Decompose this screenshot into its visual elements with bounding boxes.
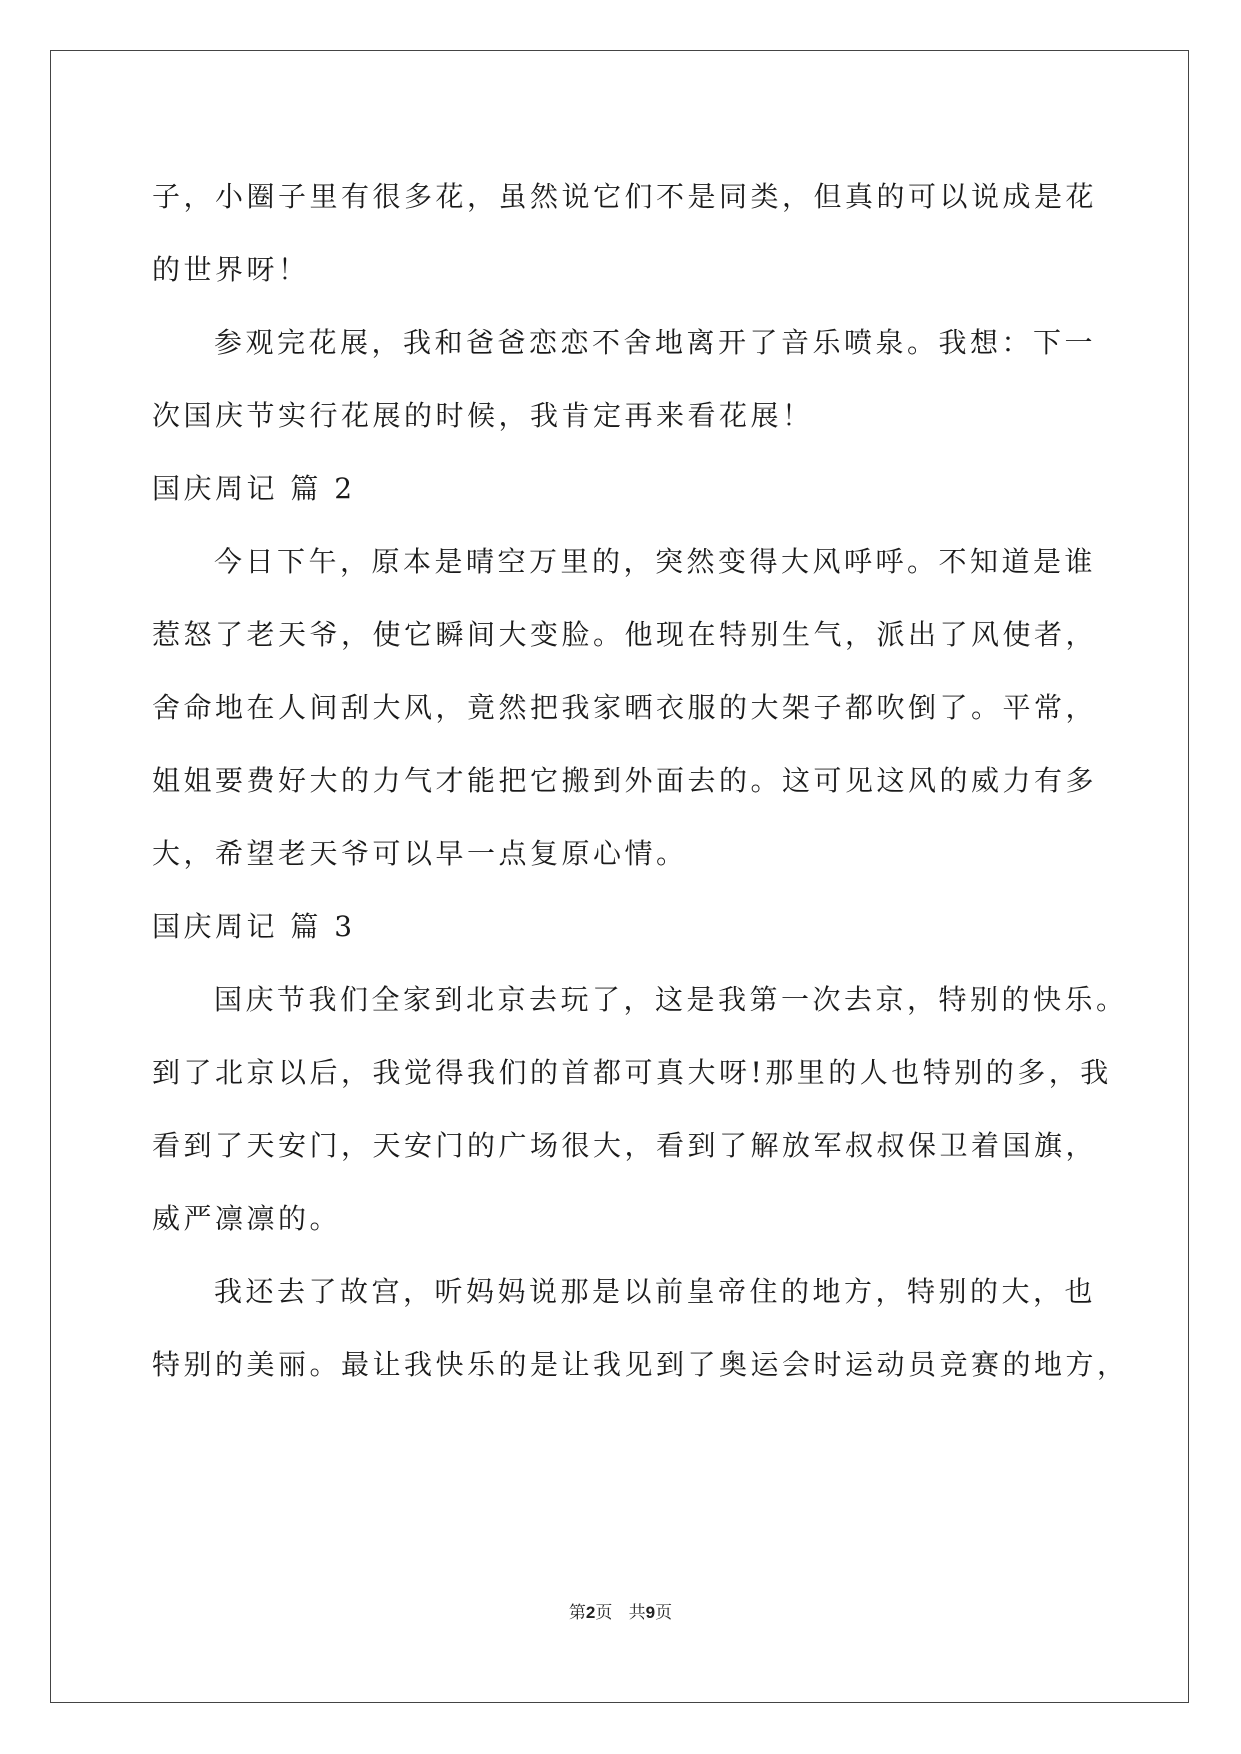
paragraph-start-line: 我还去了故宫，听妈妈说那是以前皇帝住的地方，特别的大，也: [214, 1275, 1097, 1308]
section-heading: 国庆周记 篇 2: [152, 472, 356, 505]
paragraph-start-line: 今日下午，原本是晴空万里的，突然变得大风呼呼。不知道是谁: [214, 545, 1097, 578]
section-heading: 国庆周记 篇 3: [152, 910, 356, 943]
text-line: 舍命地在人间刮大风，竟然把我家晒衣服的大架子都吹倒了。平常，: [152, 691, 1098, 724]
text-line: 次国庆节实行花展的时候，我肯定再来看花展！: [152, 399, 814, 432]
text-line: 到了北京以后，我觉得我们的首都可真大呀!那里的人也特别的多，我: [152, 1056, 1112, 1089]
document-body: [152, 160, 1129, 1401]
page-footer: [0, 1598, 1241, 1623]
text-line: 惹怒了老天爷，使它瞬间大变脸。他现在特别生气，派出了风使者，: [152, 618, 1098, 651]
paragraph-start-line: 国庆节我们全家到北京去玩了，这是我第一次去京，特别的快乐。: [214, 983, 1128, 1016]
footer-middle: 页 共: [595, 1603, 646, 1623]
text-line: 姐姐要费好大的力气才能把它搬到外面去的。这可见这风的威力有多: [152, 764, 1098, 797]
total-page-count: 9: [645, 1603, 656, 1622]
text-line: 威严凛凛的。: [152, 1202, 342, 1235]
footer-prefix: 第: [568, 1603, 586, 1623]
text-line: 特别的美丽。最让我快乐的是让我见到了奥运会时运动员竞赛的地方，: [152, 1348, 1129, 1381]
text-line: 子，小圈子里有很多花，虽然说它们不是同类，但真的可以说成是花: [152, 180, 1098, 213]
text-line: 看到了天安门，天安门的广场很大，看到了解放军叔叔保卫着国旗，: [152, 1129, 1098, 1162]
text-line: 大，希望老天爷可以早一点复原心情。: [152, 837, 688, 870]
current-page-number: 2: [585, 1603, 596, 1622]
paragraph-start-line: 参观完花展，我和爸爸恋恋不舍地离开了音乐喷泉。我想：下一: [214, 326, 1097, 359]
footer-suffix: 页: [655, 1603, 673, 1623]
text-line: 的世界呀！: [152, 253, 310, 286]
